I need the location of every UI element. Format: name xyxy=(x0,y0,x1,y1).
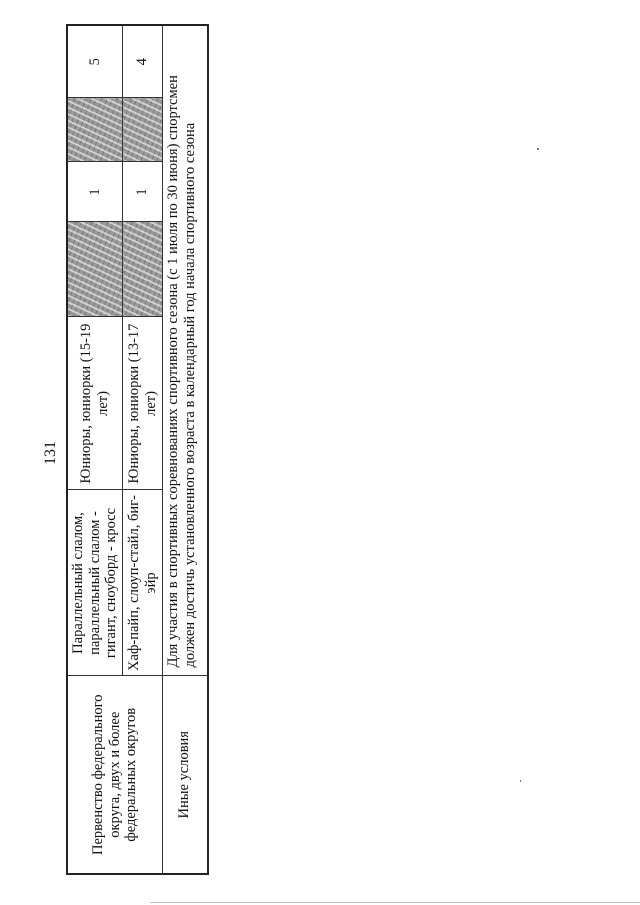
discipline-cell xyxy=(67,490,123,676)
rank-text: 4 xyxy=(134,58,151,66)
other-conditions-text: Для участия в спортивных соревнованиях спортивного сезона (с 1 июля по 30 июня) спортсмен должен достичь установленного возраста в календарный год начала спортивного сезона xyxy=(165,75,198,668)
count-text: 1 xyxy=(86,188,103,196)
competition-text: Первенство федерального округа, двух и более федеральных округов xyxy=(90,694,140,855)
shaded-cell xyxy=(67,222,123,317)
requirements-table xyxy=(66,24,209,875)
scan-edge-line xyxy=(150,902,640,903)
count-cell xyxy=(67,162,123,222)
discipline-cell xyxy=(123,490,163,676)
table-row xyxy=(67,25,123,874)
discipline-text: Параллельный слалом, параллельный слалом - гигант, сноуборд - кросс xyxy=(70,507,120,659)
page-number: 131 xyxy=(42,441,59,465)
rank-text: 5 xyxy=(86,58,103,66)
rank-cell xyxy=(123,25,163,98)
other-conditions-text-cell xyxy=(163,25,208,676)
age-group-cell xyxy=(67,317,123,490)
age-group-cell xyxy=(123,317,163,490)
count-cell xyxy=(123,162,163,222)
discipline-text: Хаф-пайп, слоуп-стайл, биг-эйр xyxy=(125,495,159,671)
age-group-text: Юниоры, юниорки (13-17 лет) xyxy=(125,323,159,484)
shaded-cell xyxy=(67,98,123,162)
table-row xyxy=(163,25,208,874)
count-text: 1 xyxy=(134,188,151,196)
other-conditions-label: Иные условия xyxy=(176,731,193,819)
scan-mark xyxy=(537,148,539,150)
shaded-cell xyxy=(123,98,163,162)
age-group-text: Юниоры, юниорки (15-19 лет) xyxy=(78,323,111,484)
rank-cell xyxy=(67,25,123,98)
shaded-cell xyxy=(123,222,163,317)
other-conditions-label-cell xyxy=(163,676,208,874)
scan-mark xyxy=(520,780,521,782)
competition-cell xyxy=(67,676,163,874)
